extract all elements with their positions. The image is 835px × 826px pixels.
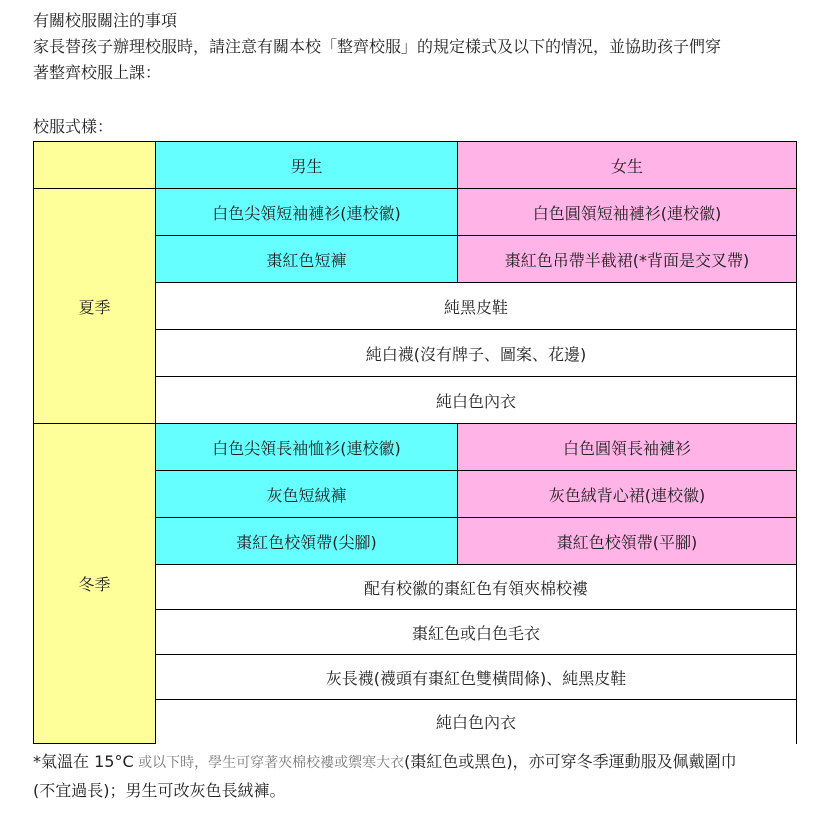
footnote-part-3: (棗紅色或黑色)，亦可穿冬季運動服及佩戴圍巾 [404,752,737,771]
header-boy: 男生 [156,142,458,189]
season-winter: 冬季 [34,424,156,744]
summer-bottom-boy: 棗紅色短褲 [156,236,458,283]
winter-tie-boy: 棗紅色校領帶(尖腳) [156,518,458,565]
summer-bottom-girl: 棗紅色吊帶半截裙(*背面是交叉帶) [458,236,797,283]
uniform-table [33,141,797,744]
winter-underwear: 純白色內衣 [156,700,797,744]
header-girl: 女生 [458,142,797,189]
table-row [34,189,797,236]
summer-underwear: 純白色內衣 [156,377,797,424]
footnote-part-1: *氣溫在 15°C [33,752,134,771]
winter-jacket: 配有校徽的棗紅色有領夾棉校褸 [156,565,797,610]
footnote-part-4: (不宜過長)；男生可改灰色長絨褲。 [33,781,286,800]
summer-shirt-girl: 白色圓領短袖褳衫(連校徽) [458,189,797,236]
winter-bottom-girl: 灰色絨背心裙(連校徽) [458,471,797,518]
table-header-row [34,142,797,189]
footnote-part-2: 或以下時，學生可穿著夾棉校褸或禦寒大衣 [133,755,405,771]
summer-socks: 純白襪(沒有牌子、圖案、花邊) [156,330,797,377]
intro-line-2: 著整齊校服上課： [33,63,162,82]
season-summer: 夏季 [34,189,156,424]
section-label: 校服式樣： [33,117,114,136]
winter-bottom-boy: 灰色短絨褲 [156,471,458,518]
winter-tie-girl: 棗紅色校領帶(平腳) [458,518,797,565]
intro-block [33,8,813,86]
summer-shoes: 純黑皮鞋 [156,283,797,330]
table-row [34,424,797,471]
winter-shirt-boy: 白色尖領長袖恤衫(連校徽) [156,424,458,471]
header-empty-cell [34,142,156,189]
intro-line-1: 家長替孩子辦理校服時，請注意有關本校「整齊校服」的規定樣式及以下的情況，並協助孩子們穿 [33,37,722,56]
winter-socks-shoes: 灰長襪(襪頭有棗紅色雙橫間條)、純黑皮鞋 [156,655,797,700]
winter-shirt-girl: 白色圓領長袖褳衫 [458,424,797,471]
intro-title: 有關校服關注的事項 [33,11,178,30]
footnote [33,748,808,804]
summer-shirt-boy: 白色尖領短袖褳衫(連校徽) [156,189,458,236]
winter-sweater: 棗紅色或白色毛衣 [156,610,797,655]
